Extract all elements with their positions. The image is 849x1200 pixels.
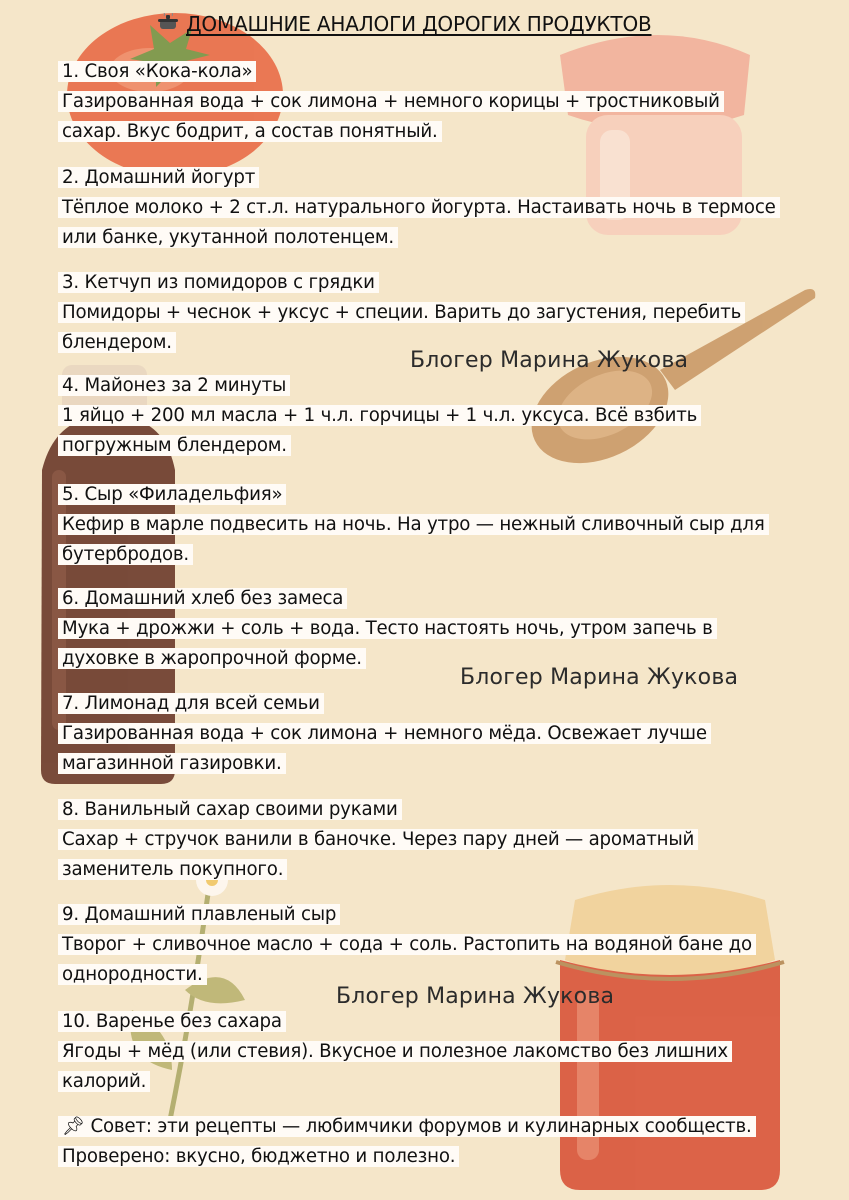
watermark: Блогер Марина Жукова (410, 348, 689, 373)
tip-line-2: Проверено: вкусно, бюджетно и полезно. (58, 1146, 459, 1167)
recipe-item-3 (58, 268, 778, 358)
cooking-pot-icon (158, 10, 180, 38)
recipe-heading: 7. Лимонад для всей семьи (58, 693, 324, 714)
recipe-body: Мука + дрожжи + соль + вода. Тесто настоять ночь, утром запечь в духовке в жаропрочной форме. (58, 618, 717, 669)
recipe-item-4 (58, 371, 778, 461)
watermark: Блогер Марина Жукова (336, 984, 615, 1009)
recipe-item-8 (58, 795, 778, 885)
recipe-body: Газированная вода + сок лимона + немного корицы + тростниковый сахар. Вкус бодрит, а состав понятный. (58, 91, 724, 142)
recipe-body: Кефир в марле подвесить на ночь. На утро — нежный сливочный сыр для бутербродов. (58, 514, 769, 565)
recipe-item-5 (58, 480, 778, 570)
recipe-body: 1 яйцо + 200 мл масла + 1 ч.л. горчицы + 1 ч.л. уксуса. Всё взбить погружным блендером. (58, 405, 701, 456)
tip-note (58, 1112, 818, 1172)
recipe-body: Помидоры + чеснок + уксус + специи. Варить до загустения, перебить блендером. (58, 302, 745, 353)
recipe-heading: 2. Домашний йогурт (58, 167, 259, 188)
pin-icon: 📌︎ (62, 1116, 85, 1137)
recipe-heading: 6. Домашний хлеб без замеса (58, 588, 347, 609)
recipe-item-7 (58, 689, 778, 779)
recipe-item-1 (58, 57, 778, 147)
recipe-body: Тёплое молоко + 2 ст.л. натурального йогурта. Настаивать ночь в термосе или банке, укутанной полотенцем. (58, 197, 780, 248)
recipe-body: Ягоды + мёд (или стевия). Вкусное и полезное лакомство без лишних калорий. (58, 1041, 732, 1092)
recipe-item-9 (58, 900, 778, 990)
recipe-heading: 5. Сыр «Филадельфия» (58, 484, 286, 505)
recipe-body: Газированная вода + сок лимона + немного мёда. Освежает лучше магазинной газировки. (58, 723, 711, 774)
tip-text: Совет: эти рецепты — любимчики форумов и кулинарных сообществ. (90, 1116, 752, 1137)
recipe-heading: 9. Домашний плавленый сыр (58, 904, 340, 925)
recipe-heading: 4. Майонез за 2 минуты (58, 375, 290, 396)
page-title (158, 10, 652, 38)
recipe-heading: 1. Своя «Кока-кола» (58, 61, 256, 82)
recipe-heading: 3. Кетчуп из помидоров с грядки (58, 272, 379, 293)
recipe-item-10 (58, 1007, 778, 1097)
recipe-heading: 8. Ванильный сахар своими руками (58, 799, 402, 820)
tip-line-1 (58, 1116, 756, 1137)
recipe-heading: 10. Варенье без сахара (58, 1011, 286, 1032)
recipe-body: Сахар + стручок ванили в баночке. Через пару дней — ароматный заменитель покупного. (58, 829, 698, 880)
watermark: Блогер Марина Жукова (460, 665, 739, 690)
recipe-body: Творог + сливочное масло + сода + соль. Растопить на водяной бане до однородности. (58, 934, 756, 985)
page-title-text: ДОМАШНИЕ АНАЛОГИ ДОРОГИХ ПРОДУКТОВ (186, 12, 652, 36)
recipe-item-2 (58, 163, 778, 253)
recipe-item-6 (58, 584, 778, 674)
